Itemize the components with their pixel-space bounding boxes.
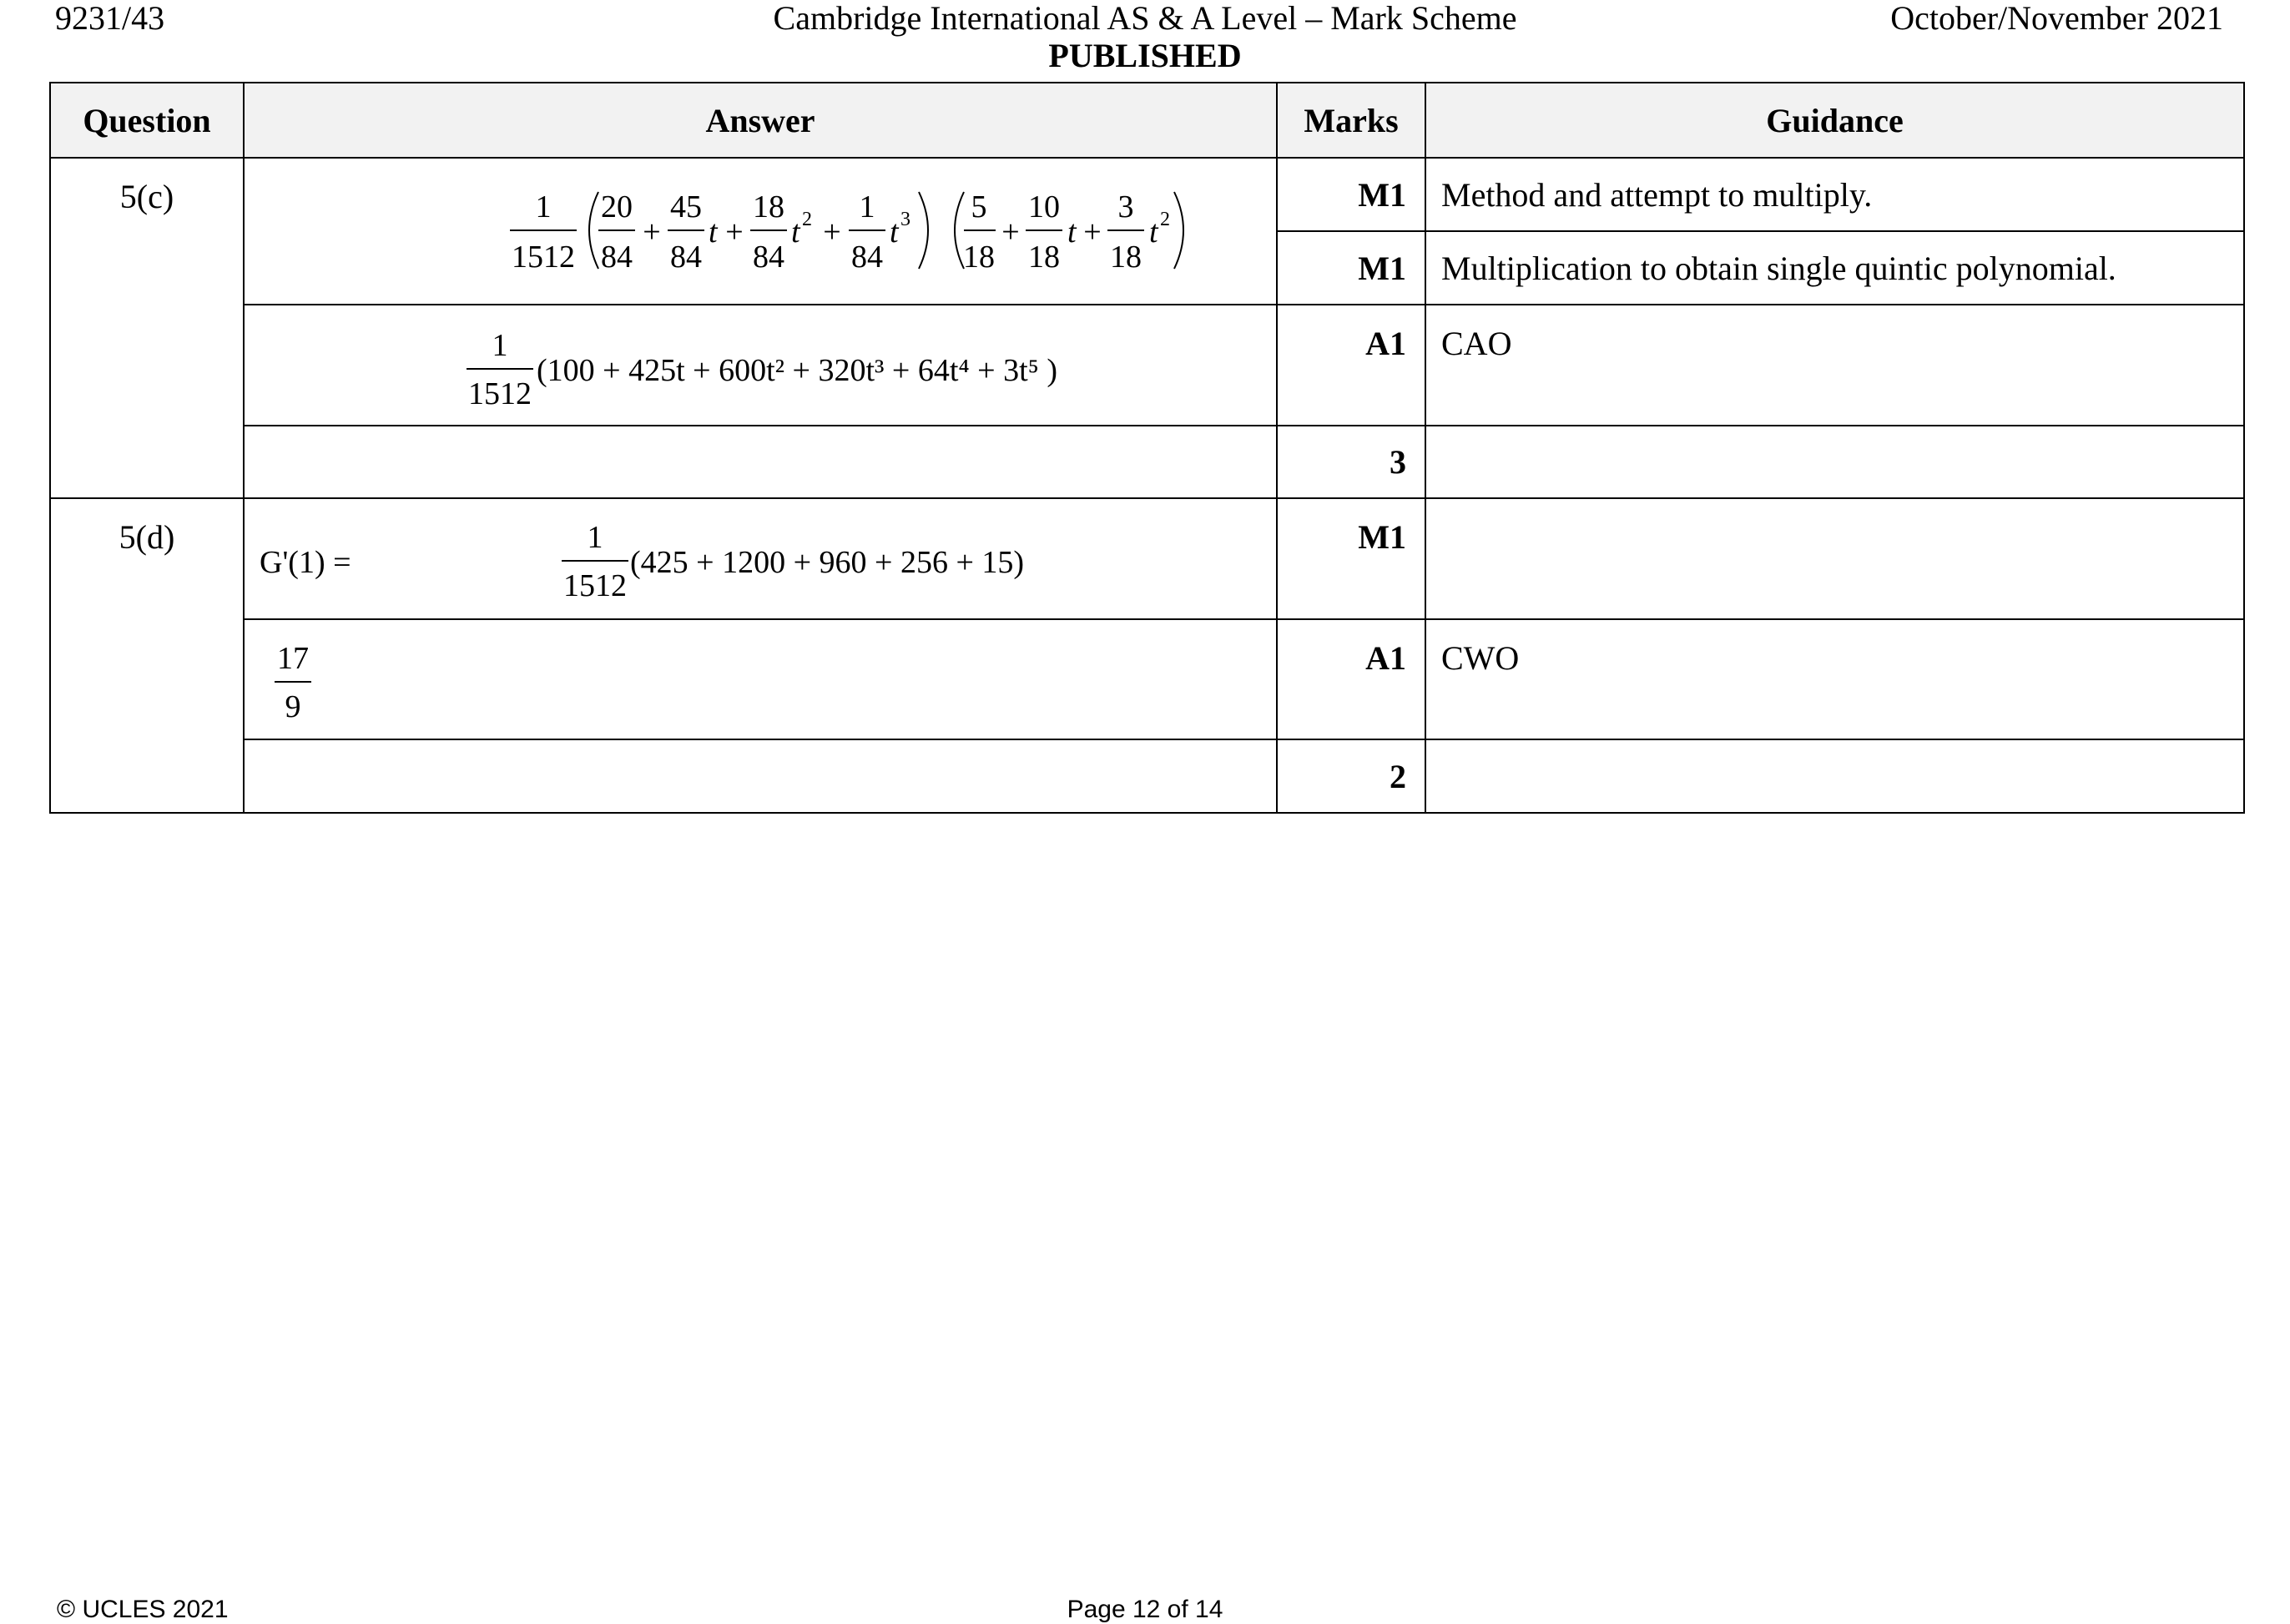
- col-question: Question: [50, 83, 244, 158]
- answer-cell: [244, 158, 1277, 305]
- guidance-text: Multiplication to obtain single quintic polynomial.: [1425, 231, 2244, 305]
- frac-den: 1512: [512, 240, 575, 275]
- col-answer: Answer: [244, 83, 1277, 158]
- exam-session: October/November 2021: [1890, 0, 2223, 37]
- answer-cell: [244, 619, 1277, 739]
- var-t: t: [1067, 214, 1077, 250]
- polynomial-expression: [245, 305, 1276, 425]
- col-marks: Marks: [1277, 83, 1425, 158]
- guidance-cell: [1425, 498, 2244, 619]
- guidance-text: Method and attempt to multiply.: [1425, 158, 2244, 231]
- frac-num: 1: [492, 328, 508, 363]
- frac-den: 84: [670, 240, 702, 275]
- frac-num: 20: [601, 189, 633, 224]
- guidance-text: CWO: [1425, 619, 2244, 739]
- question-number: 5(c): [50, 158, 244, 498]
- frac-den: 84: [851, 240, 883, 275]
- sum-body: (425 + 1200 + 960 + 256 + 15): [630, 545, 1025, 580]
- table-row: [50, 305, 2244, 426]
- frac-den: 84: [753, 240, 784, 275]
- frac-den: 9: [285, 689, 301, 724]
- var-t: t: [890, 214, 899, 250]
- table-row: [50, 739, 2244, 813]
- frac-den: 1512: [563, 568, 627, 603]
- table-row: [50, 498, 2244, 619]
- paper-code: 9231/43: [55, 0, 165, 37]
- table-row: [50, 158, 2244, 231]
- copyright: © UCLES 2021: [57, 1596, 229, 1623]
- question-number: 5(d): [50, 498, 244, 813]
- var-t: t: [709, 214, 718, 250]
- total-marks: 2: [1277, 739, 1425, 813]
- answer-cell: [244, 739, 1277, 813]
- lhs: G'(1) =: [260, 545, 351, 580]
- final-fraction: [245, 620, 1276, 739]
- frac-den: 84: [601, 240, 633, 275]
- guidance-cell: [1425, 426, 2244, 498]
- document-title: Cambridge International AS & A Level – Mark Scheme: [773, 0, 1517, 37]
- guidance-text: CAO: [1425, 305, 2244, 426]
- total-marks: 3: [1277, 426, 1425, 498]
- frac-num: 1: [535, 189, 552, 224]
- exponent: 2: [1160, 209, 1170, 230]
- frac-den: 18: [1110, 240, 1142, 275]
- frac-num: 45: [670, 189, 702, 224]
- table-row: [50, 619, 2244, 739]
- frac-num: 18: [753, 189, 784, 224]
- mark-code: A1: [1277, 305, 1425, 426]
- frac-num: 1: [859, 189, 875, 224]
- frac-num: 1: [587, 520, 603, 555]
- plus-sign: +: [725, 214, 744, 250]
- table-header-row: [50, 83, 2244, 158]
- var-t: t: [791, 214, 800, 250]
- mark-scheme-table: [49, 82, 2245, 814]
- plus-sign: +: [643, 214, 661, 250]
- guidance-cell: [1425, 739, 2244, 813]
- derivative-expression: [245, 499, 1276, 618]
- var-t: t: [1149, 214, 1158, 250]
- frac-den: 18: [963, 240, 995, 275]
- frac-num: 3: [1117, 189, 1134, 224]
- table-row: [50, 426, 2244, 498]
- frac-den: 1512: [468, 376, 532, 411]
- polynomial-body: (100 + 425t + 600t² + 320t³ + 64t⁴ + 3t⁵ ): [537, 353, 1058, 388]
- product-expression: [245, 159, 1276, 304]
- exponent: 3: [900, 209, 910, 230]
- mark-code: M1: [1277, 231, 1425, 305]
- plus-sign: +: [823, 214, 841, 250]
- frac-den: 18: [1028, 240, 1060, 275]
- frac-num: 10: [1028, 189, 1060, 224]
- answer-cell: [244, 498, 1277, 619]
- frac-num: 17: [277, 641, 309, 676]
- published-label: PUBLISHED: [1048, 37, 1242, 74]
- answer-cell: [244, 426, 1277, 498]
- mark-code: M1: [1277, 158, 1425, 231]
- mark-code: A1: [1277, 619, 1425, 739]
- answer-cell: [244, 305, 1277, 426]
- plus-sign: +: [1083, 214, 1102, 250]
- mark-code: M1: [1277, 498, 1425, 619]
- col-guidance: Guidance: [1425, 83, 2244, 158]
- page-number: Page 12 of 14: [1067, 1596, 1223, 1623]
- frac-num: 5: [971, 189, 987, 224]
- exponent: 2: [802, 209, 812, 230]
- plus-sign: +: [1001, 214, 1020, 250]
